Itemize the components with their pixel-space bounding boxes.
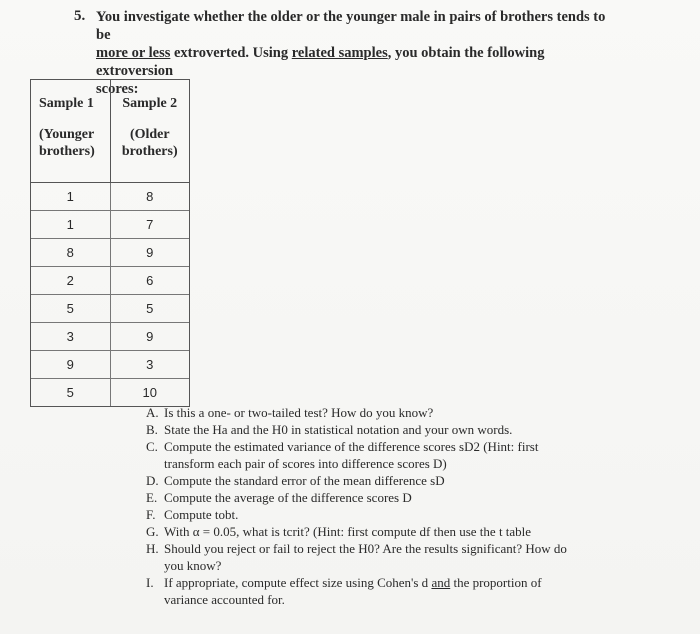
- sample1-cell: 5: [31, 295, 111, 322]
- col1-header: [31, 80, 111, 182]
- question-parts-list: [146, 404, 586, 608]
- question-line1: You investigate whether the older or the younger male in pairs of brothers tends to be: [96, 9, 606, 43]
- part-letter: G.: [146, 524, 159, 539]
- part-text: State the Ha and the H0 in statistical notation and your own words.: [164, 422, 513, 437]
- sample1-cell: 9: [31, 351, 111, 378]
- part-letter: D.: [146, 473, 159, 488]
- list-item: [146, 540, 586, 574]
- table-row: [31, 239, 189, 267]
- col2-header: [111, 80, 189, 182]
- part-text: Compute the standard error of the mean difference sD: [164, 473, 445, 488]
- part-text-b: the proportion of variance accounted for.: [164, 575, 542, 607]
- question-underlined-phrase-2: related samples: [291, 45, 388, 61]
- question-line2-end: , you obtain the following extroversion: [96, 45, 545, 79]
- table-header: [31, 80, 189, 183]
- sample2-cell: 9: [146, 329, 154, 344]
- question-number: 5.: [74, 8, 86, 24]
- list-item: [146, 404, 586, 421]
- part-text: With α = 0.05, what is tcrit? (Hint: first compute df then use the t table: [164, 524, 532, 539]
- part-text: Is this a one- or two-tailed test? How do you know?: [164, 405, 434, 420]
- col1-title: Sample 1: [39, 96, 94, 111]
- table-row: [31, 267, 189, 295]
- part-text: Compute the estimated variance of the difference scores sD2 (Hint: first transform each pair of scores into difference scores D): [164, 439, 539, 471]
- table-row: [31, 211, 189, 239]
- part-letter: A.: [146, 405, 159, 420]
- part-letter: F.: [146, 507, 156, 522]
- question-underlined-phrase: more or less: [96, 45, 171, 61]
- sample1-cell: 3: [31, 323, 111, 350]
- col2-title: Sample 2: [122, 96, 178, 111]
- list-item: [146, 421, 586, 438]
- table-row: [31, 379, 189, 406]
- part-letter: C.: [146, 439, 158, 454]
- part-text: Should you reject or fail to reject the H0? Are the results significant? How do you know?: [164, 541, 567, 573]
- col1-subtitle: (Younger brothers): [39, 127, 95, 159]
- part-letter: B.: [146, 422, 158, 437]
- list-item: [146, 574, 586, 608]
- col2-subtitle: (Older brothers): [121, 127, 178, 159]
- list-item: [146, 489, 586, 506]
- list-item: [146, 523, 586, 540]
- part-text: Compute tobt.: [164, 507, 239, 522]
- sample2-cell: 5: [146, 301, 154, 316]
- part-letter: E.: [146, 490, 158, 505]
- sample1-cell: 2: [31, 267, 111, 294]
- question-line2-rest: extroverted. Using: [170, 45, 292, 61]
- sample1-cell: 1: [31, 211, 111, 238]
- sample2-cell: 8: [146, 189, 154, 204]
- sample2-cell: 10: [142, 385, 157, 400]
- part-text: Compute the average of the difference scores D: [164, 490, 412, 505]
- sample2-cell: 3: [146, 357, 154, 372]
- part-text-underlined: and: [431, 575, 451, 590]
- list-item: [146, 472, 586, 489]
- part-text: [164, 574, 586, 608]
- part-text-a: If appropriate, compute effect size using Cohen's d: [164, 575, 432, 590]
- table-row: [31, 183, 189, 211]
- list-item: [146, 438, 586, 472]
- sample2-cell: 7: [146, 217, 154, 232]
- question-line3: scores:: [96, 81, 139, 97]
- sample2-cell: 9: [146, 245, 154, 260]
- sample1-cell: 8: [31, 239, 111, 266]
- sample1-cell: 1: [31, 183, 111, 210]
- sample1-cell: 5: [31, 379, 111, 406]
- scores-table: [30, 79, 190, 407]
- list-item: [146, 506, 586, 523]
- part-letter: H.: [146, 541, 159, 556]
- table-row: [31, 295, 189, 323]
- table-row: [31, 323, 189, 351]
- part-letter: I.: [146, 575, 154, 590]
- sample2-cell: 6: [146, 273, 154, 288]
- table-row: [31, 351, 189, 379]
